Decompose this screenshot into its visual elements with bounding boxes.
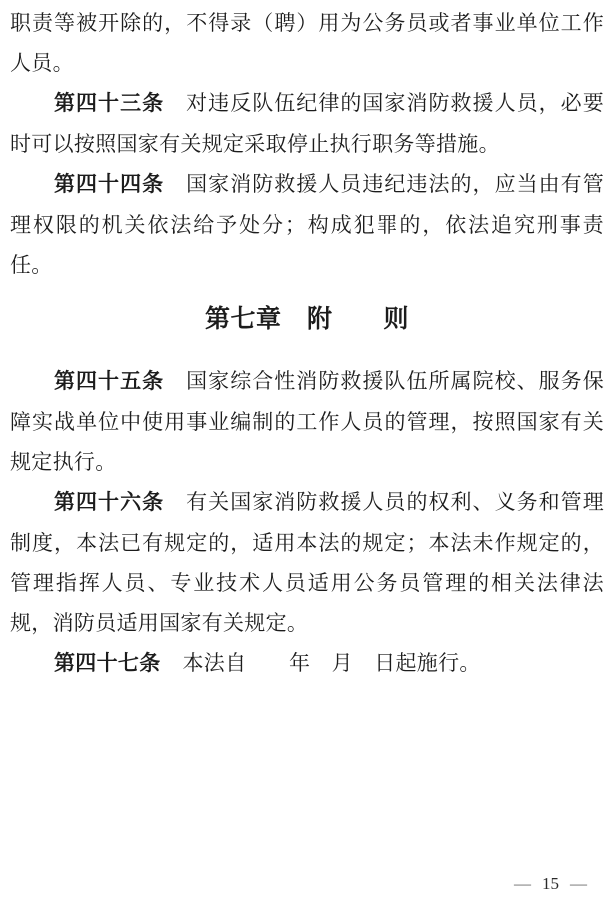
article-43-number: 第四十三条	[54, 92, 165, 115]
article-44	[10, 164, 604, 285]
footer-dash-left: —	[514, 874, 531, 893]
article-46	[10, 482, 604, 643]
article-44-text: 国家消防救援人员违纪违法的，应当由有管理权限的机关依法给予处分；构成犯罪的，依法追究刑事责任。	[10, 172, 604, 277]
article-47-number: 第四十七条	[54, 652, 161, 675]
chapter-heading: 第七章 附 则	[204, 305, 409, 333]
article-44-number: 第四十四条	[54, 173, 165, 196]
article-45	[10, 361, 604, 482]
article-46-number: 第四十六条	[54, 491, 165, 514]
paragraph-continuation	[10, 3, 604, 83]
paragraph-text: 职责等被开除的，不得录（聘）用为公务员或者事业单位工作人员。	[10, 11, 604, 75]
article-43-text: 对违反队伍纪律的国家消防救援人员，必要时可以按照国家有关规定采取停止执行职务等措施。	[10, 91, 604, 156]
article-46-text: 有关国家消防救援人员的权利、义务和管理制度，本法已有规定的，适用本法的规定；本法未作规定的，管理指挥人员、专业技术人员适用公务员管理的相关法律法规，消防员适用国家有关规定。	[10, 490, 604, 635]
article-45-text: 国家综合性消防救援队伍所属院校、服务保障实战单位中使用事业编制的工作人员的管理，按照国家有关规定执行。	[10, 369, 604, 474]
article-45-number: 第四十五条	[54, 370, 165, 393]
article-47-text: 本法自 年 月 日起施行。	[182, 651, 481, 675]
article-47	[10, 643, 604, 684]
page-footer	[513, 874, 588, 894]
page-number: 15	[542, 874, 559, 893]
article-43	[10, 83, 604, 164]
footer-dash-right: —	[570, 874, 587, 893]
document-body	[10, 3, 604, 684]
